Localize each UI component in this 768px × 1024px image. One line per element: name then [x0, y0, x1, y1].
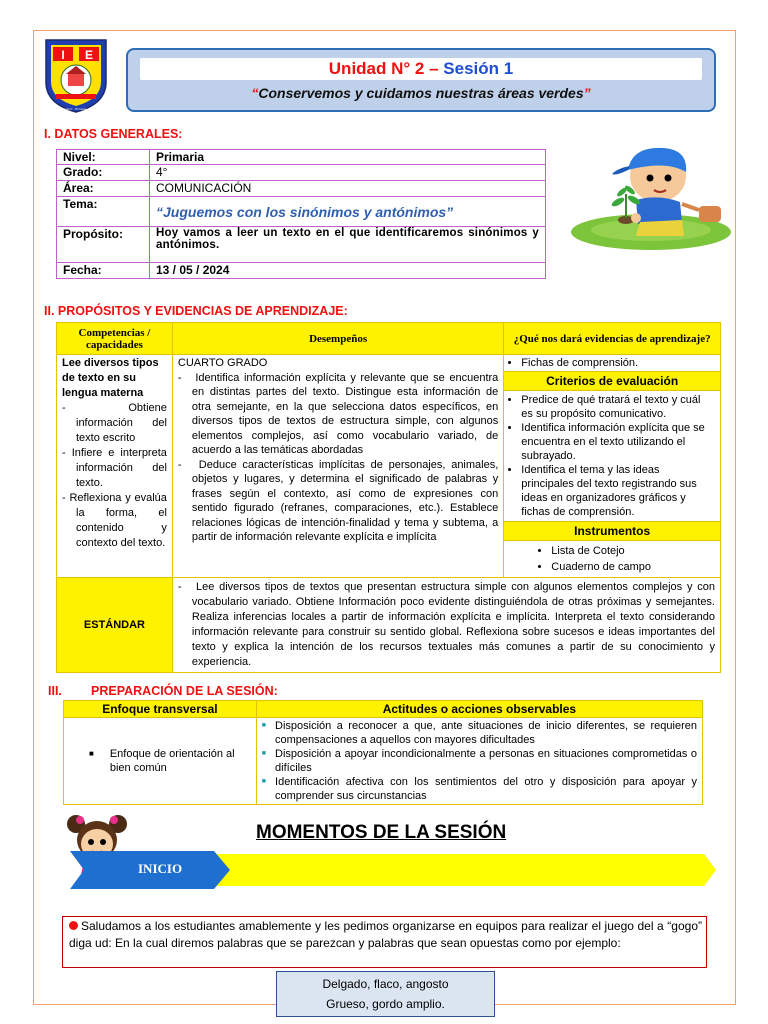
bullet-icon: ■	[261, 750, 267, 757]
intro-text-box	[62, 916, 707, 968]
logo-letter-e: E	[84, 48, 94, 62]
table-row	[57, 165, 546, 181]
example-line: Grueso, gordo amplio.	[326, 997, 445, 1011]
instrumentos-list	[509, 543, 715, 575]
example-line: Delgado, flaco, angosto	[322, 977, 449, 991]
estandar-text: Lee diversos tipos de textos que presentan estructura simple con algunos elementos complejos y con vocabulario variado. Obtiene Información poco evidente distinguiéndola de otras próximas y semejantes. Realiza inferencias locales a partir de información explícita e implícita. Interpreta el texto considerando información relevante para construir su sentido global. Reflexiona sobre sucesos e ideas importantes del texto y explica la intención de los recursos textuales más comunes a partir de su conocimiento y experiencia.	[191, 581, 715, 668]
quote-open: “	[251, 85, 259, 101]
capacidad-2: Infiere e interpreta información del texto.	[71, 447, 167, 489]
col-competencias-header: Competencias / capacidades	[57, 323, 173, 355]
evidencia-list	[509, 357, 715, 369]
actitudes-cell	[256, 718, 702, 805]
table-row	[57, 263, 546, 279]
intro-text: Saludamos a los estudiantes amablemente y les pedimos organizarse en equipos para realizar el juego del a “gogo” diga ud: En la cual diremos palabras que se parezcan y palabras que sean opuestas como por ejemplo:	[69, 919, 702, 950]
table-row	[57, 197, 546, 227]
actitud-1: Disposición a reconocer a que, ante situaciones de inicio diferentes, se requieren compensaciones a aquellos con mayores dificultades	[275, 720, 697, 746]
datos-table	[56, 149, 546, 279]
col-desempenos-header: Desempeños	[172, 323, 503, 355]
session-title	[140, 58, 702, 80]
bullet-icon: ■	[261, 722, 267, 729]
list-item	[262, 719, 697, 747]
table-row	[57, 150, 546, 165]
momentos-title: MOMENTOS DE LA SESIÓN	[256, 822, 507, 843]
bullet-icon: ■	[89, 749, 94, 758]
list-item: • Predice de qué tratará el texto y cuál es su propósito comunicativo.	[521, 393, 715, 421]
list-item	[69, 747, 251, 775]
instrumentos-heading: Instrumentos	[504, 522, 721, 541]
quote-close: ”	[583, 85, 591, 101]
proposito-value: Hoy vamos a leer un texto en el que identificaremos sinónimos y antónimos.	[150, 227, 546, 263]
estandar-cell	[172, 578, 720, 673]
list-item: - Identifica información explícita y relevante que se encuentra en distintas partes del texto. Distingue esta información de otra semejante, en la que selecciona datos específicos, en diversos tipos de textos de estructura simple, con algunos elementos complejos, así como vocabulario variado, de acuerdo a las temáticas abordadas	[177, 371, 499, 456]
fecha-value: 13 / 05 / 2024	[150, 263, 546, 279]
nivel-value: Primaria	[150, 150, 546, 165]
bullet-icon: ■	[261, 778, 267, 785]
school-logo	[42, 38, 110, 114]
instrumentos-cell	[504, 541, 721, 578]
criterios-heading: Criterios de evaluación	[504, 372, 721, 391]
logo-text: “Señor Cautivo” · Primaria · Chiclayo	[51, 107, 101, 111]
criterios-cell	[504, 391, 721, 522]
section-datos-heading: I. DATOS GENERALES:	[44, 127, 183, 141]
enfoque-cell	[64, 718, 257, 805]
fecha-label: Fecha:	[57, 263, 150, 279]
examples-box	[276, 971, 495, 1017]
competencia-text: Lee diversos tipos de texto en su lengua materna	[62, 357, 159, 399]
table-row	[64, 718, 703, 805]
list-item: - Infiere e interpreta información del texto.	[62, 447, 167, 489]
table-row	[57, 227, 546, 263]
propositos-table	[56, 322, 721, 673]
list-item: • Lista de Cotejo	[551, 543, 715, 559]
estandar-label: ESTÁNDAR	[57, 578, 173, 673]
table-row	[57, 578, 721, 673]
table-header-row	[57, 323, 721, 355]
list-item: • Identifica información explícita que se encuentra en el texto utilizando el subrayado.	[521, 421, 715, 463]
desempeno-2: Deduce características implícitas de personajes, animales, objetos y lugares, y determina el significado de palabras y frases según el contexto, así como de expresiones con sentido figurado (refranes, comparaciones, etc.). Establece relaciones lógicas de intención-finalidad y tema y subtema, a partir de información relevante explícita e implícita	[191, 458, 499, 543]
grado-value: 4°	[150, 165, 546, 181]
criterios-list	[509, 393, 715, 519]
list-item: • Identifica el tema y las ideas principales del texto registrando sus ideas en organizadores gráficos y fichas de comprensión.	[521, 463, 715, 519]
desempeno-1: Identifica información explícita y relevante que se encuentra en distintas partes del texto. Distingue esta información de otra semejante, en la que selecciona datos específicos, en diversos tipos de textos de estructura simple, con algunos elementos complejos, así como vocabulario variado, de acuerdo a las temáticas abordadas	[191, 371, 499, 456]
competencias-cell	[57, 355, 173, 578]
boy-planting-illustration	[566, 144, 736, 254]
table-row	[57, 181, 546, 197]
capacidades-list	[62, 401, 167, 551]
list-item: - Reflexiona y evalúa la forma, el contenido y contexto del texto.	[62, 492, 167, 549]
desempenos-cell	[172, 355, 503, 578]
actitud-3: Identificación afectiva con los sentimientos del otro y disposición para apoyar y comprender sus circunstancias	[275, 776, 697, 802]
section-propositos-heading: II. PROPÓSITOS Y EVIDENCIAS DE APRENDIZAJE:	[44, 304, 348, 318]
session-number: Sesión 1	[443, 59, 514, 78]
section-preparacion-number: III.	[48, 684, 62, 698]
col-evidencias-header: ¿Qué nos dará evidencias de aprendizaje?	[504, 323, 721, 355]
grado-label: Grado:	[57, 165, 150, 181]
evidencia-cell	[504, 355, 721, 372]
table-row	[57, 355, 721, 372]
desempenos-list	[178, 371, 498, 545]
subtitle-text: Conservemos y cuidamos nuestras áreas verdes	[258, 85, 584, 101]
proposito-label: Propósito:	[57, 227, 150, 263]
col-enfoque-header: Enfoque transversal	[64, 701, 257, 718]
tema-value: “Juguemos con los sinónimos y antónimos”	[150, 197, 546, 227]
nivel-label: Nivel:	[57, 150, 150, 165]
section-preparacion-heading: PREPARACIÓN DE LA SESIÓN:	[91, 684, 278, 698]
estandar-list	[178, 580, 715, 670]
list-item: - Lee diversos tipos de textos que presentan estructura simple con algunos elementos complejos y con vocabulario variado. Obtiene Información poco evidente distinguiéndola de otras próximas y semejantes. Realiza inferencias locales a partir de información explícita e implícita. Interpreta el texto considerando información relevante para construir su sentido global. Reflexiona sobre sucesos e ideas importantes del texto y explica la intención de los recursos textuales más comunes a partir de su conocimiento y experiencia.	[177, 581, 715, 668]
logo-letter-i: I	[61, 48, 65, 62]
unit-number: Unidad N° 2	[328, 59, 425, 78]
grado-heading: CUARTO GRADO	[177, 357, 268, 369]
title-box	[126, 48, 716, 112]
session-subtitle	[128, 85, 714, 101]
col-actitudes-header: Actitudes o acciones observables	[256, 701, 702, 718]
title-separator: –	[424, 59, 444, 78]
list-item: • Cuaderno de campo	[551, 559, 715, 575]
table-header-row	[64, 701, 703, 718]
red-bullet-icon	[69, 921, 78, 930]
list-item: - Deduce características implícitas de personajes, animales, objetos y lugares, y determina el significado de palabras y frases según el contexto, así como de expresiones con sentido figurado (refranes, comparaciones, etc.). Establece relaciones lógicas de intención-finalidad y tema y subtema, a partir de información relevante explícita e implícita	[177, 458, 499, 543]
preparacion-table	[63, 700, 703, 805]
area-value: COMUNICACIÓN	[150, 181, 546, 197]
inicio-label: INICIO	[138, 861, 183, 876]
list-item: - Obtiene información del texto escrito	[62, 402, 167, 444]
capacidad-3: Reflexiona y evalúa la forma, el contenido y contexto del texto.	[69, 492, 167, 549]
actitud-2: Disposición a apoyar incondicionalmente a personas en situaciones comprometidas o difíciles	[275, 748, 697, 774]
list-item	[262, 747, 697, 775]
list-item	[262, 775, 697, 803]
list-item: • Fichas de comprensión.	[521, 357, 715, 369]
tema-label: Tema:	[57, 197, 150, 227]
area-label: Área:	[57, 181, 150, 197]
enfoque-text: Enfoque de orientación al bien común	[109, 748, 235, 774]
capacidad-1: Obtiene información del texto escrito	[76, 402, 167, 444]
